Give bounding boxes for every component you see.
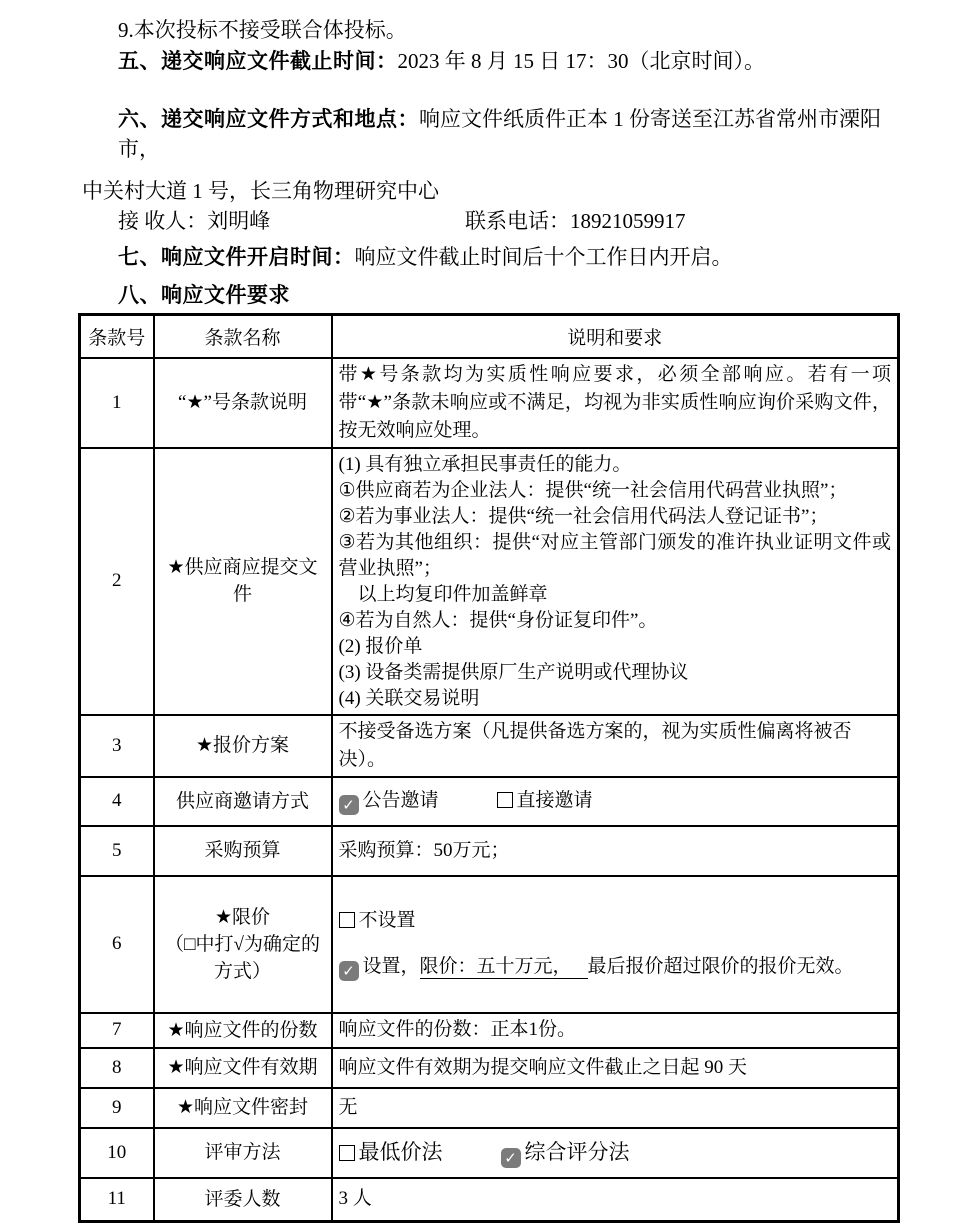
table-row-5 <box>80 826 899 876</box>
clause-name-line: （□中打√为确定的方式） <box>165 933 320 982</box>
section-6-line <box>82 104 897 164</box>
clause-name: 供应商邀请方式 <box>154 777 332 826</box>
receiver-group <box>118 206 465 236</box>
clause-no: 9 <box>80 1088 154 1128</box>
clause-description: 采购预算：50万元； <box>332 826 899 876</box>
unchecked-checkbox-icon <box>497 792 513 808</box>
table-row-6 <box>80 876 899 1013</box>
option-line <box>339 907 892 935</box>
receiver-name: 刘明峰 <box>207 209 271 233</box>
table-row-9 <box>80 1088 899 1128</box>
table-header-row <box>80 315 899 358</box>
clause-name: ★响应文件有效期 <box>154 1048 332 1088</box>
desc-line: ①供应商若为企业法人：提供“统一社会信用代码营业执照”； <box>338 479 848 501</box>
clause-no: 10 <box>80 1128 154 1178</box>
section-7-label: 七、响应文件开启时间： <box>118 245 355 269</box>
section-7-line <box>82 242 897 272</box>
clause-name: ★响应文件的份数 <box>154 1013 332 1048</box>
option-label: 不设置 <box>358 910 416 931</box>
checked-checkbox-icon: ✓ <box>339 795 359 815</box>
section-6-continuation: 中关村大道 1 号，长三角物理研究中心 <box>82 179 439 203</box>
clause-no: 1 <box>80 358 154 448</box>
receiver-label: 接 收人： <box>118 209 208 233</box>
clause-no: 8 <box>80 1048 154 1088</box>
clause-name: 评委人数 <box>154 1178 332 1222</box>
clause-name: ★响应文件密封 <box>154 1088 332 1128</box>
section-8-heading <box>82 280 897 310</box>
clause-name: 评审方法 <box>154 1128 332 1178</box>
table-row-1 <box>80 358 899 448</box>
clause-description <box>332 777 899 826</box>
desc-line: ②若为事业法人：提供“统一社会信用代码法人登记证书”； <box>338 505 829 527</box>
option-label: 公告邀请 <box>362 790 439 811</box>
clause-no: 7 <box>80 1013 154 1048</box>
table-row-7 <box>80 1013 899 1048</box>
requirements-table <box>78 313 900 1223</box>
underlined-limit-price: 限价：五十万元， <box>420 956 588 979</box>
clause-description: 不接受备选方案（凡提供备选方案的，视为实质性偏离将被否决）。 <box>332 715 899 777</box>
contact-line <box>82 206 897 236</box>
clause-no: 3 <box>80 715 154 777</box>
option-label: 最后报价超过限价的报价无效。 <box>587 956 854 977</box>
clause-name <box>154 876 332 1013</box>
desc-line: (4) 关联交易说明 <box>338 687 480 709</box>
option-label: 综合评分法 <box>524 1139 630 1164</box>
section-5-line <box>82 46 897 76</box>
phone-number: 18921059917 <box>570 209 686 233</box>
option-line <box>339 953 892 981</box>
section-6-label: 六、递交响应文件方式和地点： <box>118 107 419 131</box>
intro-line: 9.本次投标不接受联合体投标。 <box>118 18 407 42</box>
desc-line: (3) 设备类需提供原厂生产说明或代理协议 <box>338 661 689 683</box>
table-row-2 <box>80 448 899 715</box>
section-5-label: 五、递交响应文件截止时间： <box>118 49 398 73</box>
clause-description: 带★号条款均为实质性响应要求，必须全部响应。若有一项带“★”条款未响应或不满足，均视为非实质性响应询价采购文件，按无效响应处理。 <box>332 358 899 448</box>
clause-name: ★报价方案 <box>154 715 332 777</box>
clause-description: 3 人 <box>332 1178 899 1222</box>
clause-no: 5 <box>80 826 154 876</box>
table-row-11 <box>80 1178 899 1222</box>
unchecked-checkbox-icon <box>339 912 355 928</box>
option-label: 直接邀请 <box>516 790 593 811</box>
option-label: 最低价法 <box>358 1139 443 1164</box>
col-header-clause-no: 条款号 <box>80 315 154 358</box>
clause-description: 无 <box>332 1088 899 1128</box>
clause-name: “★”号条款说明 <box>154 358 332 448</box>
checked-checkbox-icon: ✓ <box>501 1148 521 1168</box>
checked-checkbox-icon: ✓ <box>339 961 359 981</box>
section-6-text: 响应文件纸质件正本 1 份寄送至江苏省常州市溧阳市， <box>118 107 881 161</box>
clause-description: 响应文件有效期为提交响应文件截止之日起 90 天 <box>332 1048 899 1088</box>
clause-no: 6 <box>80 876 154 1013</box>
clause-name: 采购预算 <box>154 826 332 876</box>
desc-line: 以上均复印件加盖鲜章 <box>338 583 548 605</box>
phone-label: 联系电话： <box>465 209 570 233</box>
option-label: 设置， <box>362 956 420 977</box>
section-7-text: 响应文件截止时间后十个工作日内开启。 <box>354 245 733 269</box>
section-8-label: 八、响应文件要求 <box>118 283 290 307</box>
col-header-description: 说明和要求 <box>332 315 899 358</box>
clause-name: ★供应商应提交文件 <box>154 448 332 715</box>
table-row-8 <box>80 1048 899 1088</box>
clause-description: 响应文件的份数：正本1份。 <box>332 1013 899 1048</box>
unchecked-checkbox-icon <box>339 1145 355 1161</box>
clause-no: 4 <box>80 777 154 826</box>
col-header-clause-name: 条款名称 <box>154 315 332 358</box>
clause-no: 2 <box>80 448 154 715</box>
clause-description <box>332 448 899 715</box>
clause-no: 11 <box>80 1178 154 1222</box>
section-5-text: 2023 年 8 月 15 日 17：30（北京时间）。 <box>397 49 765 73</box>
table-row-3 <box>80 715 899 777</box>
clause-description <box>332 1128 899 1178</box>
table-row-4 <box>80 777 899 826</box>
clause-name-line: ★限价 <box>214 906 271 928</box>
clause-description <box>332 876 899 1013</box>
desc-line: ③若为其他组织：提供“对应主管部门颁发的准许执业证明文件或营业执照”； <box>338 531 891 579</box>
desc-line: (1) 具有独立承担民事责任的能力。 <box>338 453 632 475</box>
desc-line: ④若为自然人：提供“身份证复印件”。 <box>338 609 658 631</box>
desc-line: (2) 报价单 <box>338 635 423 657</box>
table-row-10 <box>80 1128 899 1178</box>
